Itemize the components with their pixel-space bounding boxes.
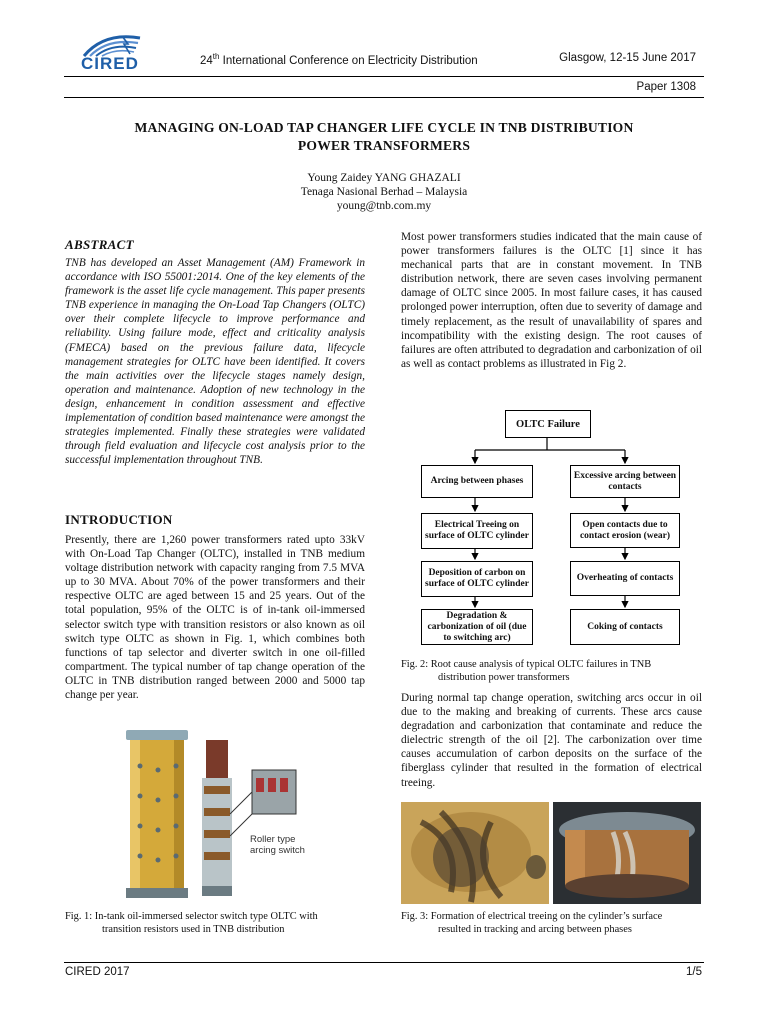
flow-right-box-3: Overheating of contacts — [570, 561, 680, 596]
fig2-flowchart — [405, 405, 705, 655]
footer-left: CIRED 2017 — [65, 966, 130, 978]
flow-left-box-2: Electrical Treeing on surface of OLTC cylinder — [421, 513, 533, 549]
conference-name: 24th International Conference on Electricity Distribution — [200, 52, 478, 67]
flow-root-box: OLTC Failure — [505, 410, 591, 438]
switching-arc-text: During normal tap change operation, switching arcs occur in oil due to the making and breaking of currents. These arcs cause degradation and carbonization that contaminate and reduce the dielectric strength of the oil [2]. The carbonization over time causes accumulation of carbon deposits on the surface of the fiberglass cylinder that resulted in the formation of electrical treeing. — [401, 692, 702, 789]
cylinder-photo-icon — [553, 802, 701, 904]
author-block — [60, 171, 708, 213]
fig2-caption: Fig. 2: Root cause analysis of typical OLTC failures in TNB distribution power transformers — [401, 659, 652, 683]
flow-left-box-1: Arcing between phases — [421, 465, 533, 498]
oltc-illustration-icon — [118, 726, 318, 906]
author-email[interactable]: young@tnb.com.my — [336, 200, 432, 212]
abstract-text: TNB has developed an Asset Management (AM) Framework in accordance with ISO 55001:2014. One of the key elements of the framework is the asset life cycle management. This paper presents TNB experience in managing the On-Load Tap Changers (OLTC) over their complete lifecycle to improve performance and reliability. Using failure mode, effect and criticality analysis (FMECA) based on the previous failure data, lifecycle management strategies for OLTC have been identified. It covers the main activities over the lifecycle stages namely design, operation and maintenance. Adoption of new technology in the design, enhancement in condition assessment and effective implementation of condition based maintenance were amongst the strategies implemented. Finally these strategies were validated through field evaluation and lifecycle cost analysis prior to the successful implementation throughout TNB. — [65, 257, 365, 467]
footer-rule — [64, 962, 704, 963]
cired-logo — [78, 30, 158, 76]
cired-logo-text: CIRED — [81, 54, 139, 73]
paper-number: Paper 1308 — [636, 81, 696, 93]
fig1-callout: Roller type arcing switch — [250, 834, 305, 856]
fig1-caption: Fig. 1: In-tank oil-immersed selector switch type OLTC with transition resistors used in TNB distribution — [65, 911, 318, 935]
author-affiliation: Tenaga Nasional Berhad – Malaysia — [300, 186, 468, 198]
fig1-photo — [118, 726, 318, 906]
flow-right-box-2: Open contacts due to contact erosion (wear) — [570, 513, 680, 548]
flow-right-box-1: Excessive arcing between contacts — [570, 465, 680, 498]
fig3-caption: Fig. 3: Formation of electrical treeing on the cylinder’s surface resulted in tracking and arcing between phases — [401, 911, 663, 935]
flow-right-box-4: Coking of contacts — [570, 609, 680, 645]
author-name: Young Zaidey YANG GHAZALI — [307, 172, 461, 184]
abstract-heading: ABSTRACT — [65, 237, 134, 252]
treeing-photo-icon — [401, 802, 549, 904]
fig3-photo-left — [401, 802, 549, 904]
paper-title: MANAGING ON-LOAD TAP CHANGER LIFE CYCLE IN TNB DISTRIBUTION POWER TRANSFORMERS — [134, 120, 634, 153]
introduction-text: Presently, there are 1,260 power transformers rated upto 33kV with On-Load Tap Changer (OLTC), installed in TNB medium voltage distribution network with capacity ranging from 7.5 MVA up to 30 MVA. About 70% of the power transformers and their respective OLTC are aged between 15 and 25 years. Out of the total population, 95% of the OLTC is of in-tank oil-immersed selector switch type with transition resistors or also known as oil switch type OLTC as shown in Fig. 1, which combines both functions of tap selector and diverter switch in one oil-filled compartment. The typical number of tap change operation of the OLTC in TNB distribution ranged between 2000 and 5000 tap change per year. — [65, 534, 365, 702]
failure-cause-text: Most power transformers studies indicated that the main cause of power transformers failures is the OLTC [1] since it has mechanical parts that are in constant movement. In TNB distribution network, there are seven cases involving permanent damage of OLTC since 2005. In most failure cases, it has caused prolonged power interruption, often due to severity of damage and timely replacement, as the result of unavailability of spares and incompatibility with the existing design. The root causes of failures are often attributed to degradation and carbonization of oil as well as contact problems as illustrated in Fig 2. — [401, 231, 702, 370]
flow-left-box-4: Degradation & carbonization of oil (due to switching arc) — [421, 609, 533, 645]
fig3-photo-right — [553, 802, 701, 904]
location-date: Glasgow, 12-15 June 2017 — [559, 52, 696, 64]
flow-left-box-3: Deposition of carbon on surface of OLTC cylinder — [421, 561, 533, 597]
introduction-heading: INTRODUCTION — [65, 512, 173, 527]
header-rule — [64, 76, 704, 77]
page-number: 1/5 — [686, 966, 702, 978]
header-rule-2 — [64, 97, 704, 98]
